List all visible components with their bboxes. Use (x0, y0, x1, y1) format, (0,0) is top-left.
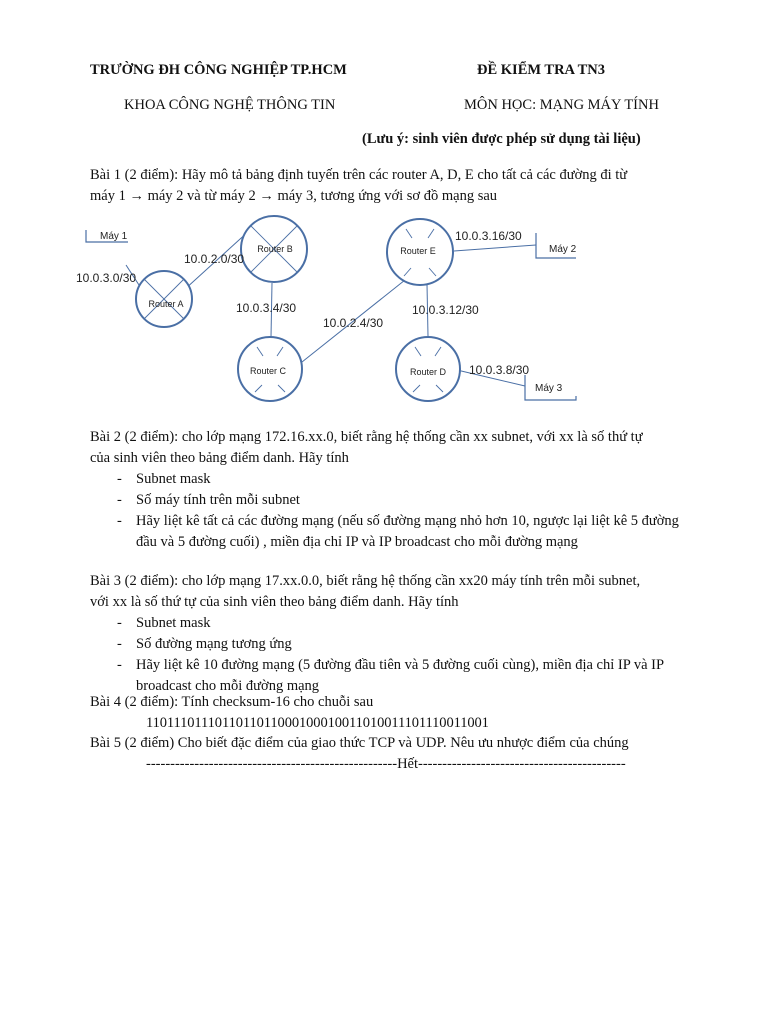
school-name: TRƯỜNG ĐH CÔNG NGHIỆP TP.HCM (90, 62, 347, 78)
may1-label: Máy 1 (100, 231, 128, 242)
bai1-line2: máy 1 → máy 2 và từ máy 2 → máy 3, tương ứng với sơ đồ mạng sau (90, 188, 498, 204)
link-label-e-may2: 10.0.3.16/30 (455, 229, 522, 243)
link-label-b-c: 10.0.3.4/30 (236, 301, 297, 315)
exam-note: (Lưu ý: sinh viên được phép sử dụng tài liệu) (362, 131, 641, 147)
bai4-bits: 11011101110110110110001000100110100111011100110​01 (146, 715, 489, 731)
may3-label: Máy 3 (535, 383, 563, 394)
bai2-list (90, 469, 682, 553)
end-marker: ----------------------------------------------------Hết------------------------------------------- (146, 756, 626, 772)
router-a-label: Router A (148, 299, 184, 309)
network-diagram (0, 210, 768, 410)
router-e-label: Router E (400, 246, 436, 256)
bai2-line2: của sinh viên theo bảng điểm danh. Hãy tính (90, 450, 349, 466)
link-label-may1-a: 10.0.3.0/30 (76, 271, 137, 285)
router-c-label: Router C (249, 366, 287, 376)
list-item: - Số đường mạng tương ứng (117, 636, 292, 652)
bai3-line2: với xx là số thứ tự của sinh viên theo bảng điểm danh. Hãy tính (90, 594, 459, 610)
bai4-line1: Bài 4 (2 điểm): Tính checksum-16 cho chuỗi sau (90, 694, 374, 710)
list-item: - Số máy tính trên mỗi subnet (117, 492, 300, 508)
router-d-label: Router D (409, 367, 447, 377)
bai1-line1: Bài 1 (2 điểm): Hãy mô tả bảng định tuyến trên các router A, D, E cho tất cả các đường đi từ (90, 167, 628, 183)
bai3-line1: Bài 3 (2 điểm): cho lớp mạng 17.xx.0.0, biết rằng hệ thống cần xx20 máy tính trên mỗi subnet, (90, 573, 641, 589)
link-label-c-e: 10.0.2.4/30 (323, 316, 384, 330)
link-label-e-d: 10.0.3.12/30 (412, 303, 479, 317)
bai5-line1: Bài 5 (2 điểm) Cho biết đặc điểm của giao thức TCP và UDP. Nêu ưu nhược điểm của chúng (90, 735, 629, 751)
link-e-may2 (454, 245, 536, 251)
bai1-text (90, 165, 682, 207)
may2-label: Máy 2 (549, 244, 577, 255)
bai2-text (90, 427, 682, 469)
link-label-d-may3: 10.0.3.8/30 (469, 363, 530, 377)
router-b-label: Router B (257, 244, 293, 254)
bai2-line1: Bài 2 (2 điểm): cho lớp mạng 172.16.xx.0, biết rằng hệ thống cần xx subnet, với xx là số thứ tự (90, 429, 643, 445)
subject-title: MÔN HỌC: MẠNG MÁY TÍNH (464, 97, 659, 113)
list-item: - Hãy liệt kê 10 đường mạng (5 đường đầu tiên và 5 đường cuối cùng), miền địa chỉ IP và IP broadcast cho mỗi đường mạng (117, 657, 664, 694)
exam-title: ĐỀ KIỂM TRA TN3 (477, 62, 605, 78)
bai3-text (90, 571, 682, 613)
list-item: - Hãy liệt kê tất cả các đường mạng (nếu số đường mạng nhỏ hơn 10, ngược lại liệt kê 5 đường đầu và 5 đường cuối) , miền địa chỉ IP và IP broadcast cho mỗi đường mạng (117, 513, 679, 550)
list-item: - Subnet mask (117, 615, 211, 631)
faculty-name: KHOA CÔNG NGHỆ THÔNG TIN (124, 97, 336, 113)
link-label-a-b: 10.0.2.0/30 (184, 252, 245, 266)
list-item: - Subnet mask (117, 471, 211, 487)
bai3-list (90, 613, 682, 697)
